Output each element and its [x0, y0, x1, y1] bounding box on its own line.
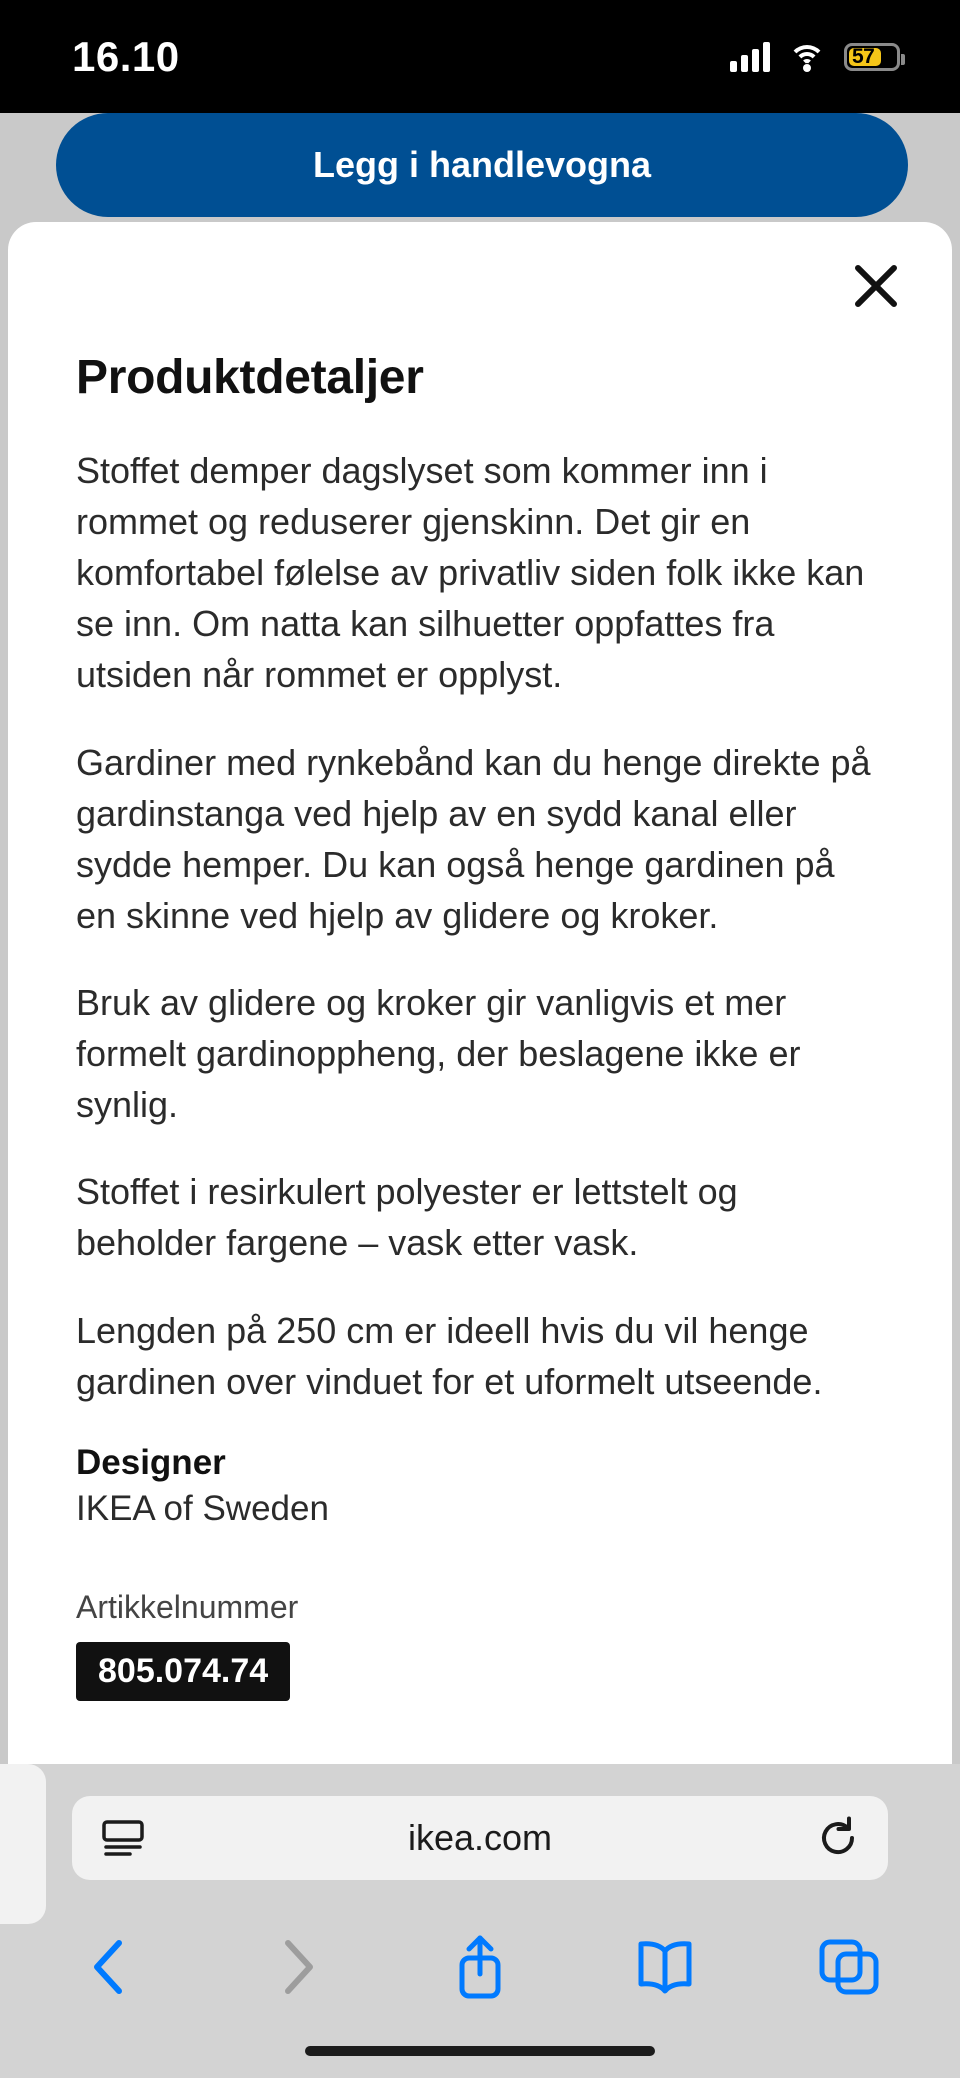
page-title: Produktdetaljer	[76, 351, 424, 404]
url-text[interactable]: ikea.com	[407, 1817, 553, 1858]
product-details-sheet	[8, 222, 952, 1764]
browser-toolbar	[0, 1764, 960, 2078]
battery-level: 57	[852, 44, 875, 68]
detail-paragraph: Gardiner med rynkebånd kan du henge direkte på gardinstanga ved hjelp av en sydd kanal eller sydde hemper. Du kan også henge gardinen på en skinne ved hjelp av glidere og kroker.	[76, 741, 871, 936]
status-time: 16.10	[72, 32, 180, 80]
wifi-icon	[788, 43, 826, 71]
cellular-signal-icon	[730, 42, 770, 72]
tabs-icon[interactable]	[794, 1922, 904, 2012]
sheet-content	[8, 222, 952, 1701]
article-number-label: Artikkelnummer	[76, 1588, 299, 1625]
address-bar[interactable]	[72, 1796, 888, 1880]
reload-icon[interactable]	[804, 1816, 860, 1860]
back-chevron-icon[interactable]	[56, 1922, 166, 2012]
forward-chevron-icon	[241, 1922, 351, 2012]
bookmarks-book-icon[interactable]	[610, 1922, 720, 2012]
battery-icon	[844, 43, 900, 71]
detail-paragraph: Stoffet i resirkulert polyester er lettstelt og beholder fargene – vask etter vask.	[76, 1171, 738, 1264]
designer-value: IKEA of Sweden	[76, 1488, 329, 1528]
detail-paragraph: Bruk av glidere og kroker gir vanligvis et mer formelt gardinoppheng, der beslagene ikke er synlig.	[76, 981, 801, 1126]
share-icon[interactable]	[425, 1922, 535, 2012]
tab-peek-left[interactable]	[0, 1764, 46, 1924]
detail-paragraph: Lengden på 250 cm er ideell hvis du vil henge gardinen over vinduet for et uformelt utseende.	[76, 1309, 823, 1402]
home-indicator[interactable]	[305, 2046, 655, 2056]
browser-nav-row	[0, 1912, 960, 2022]
status-bar	[0, 0, 960, 113]
reader-view-icon[interactable]	[100, 1818, 156, 1858]
detail-paragraph: Stoffet demper dagslyset som kommer inn i rommet og reduserer gjenskinn. Det gir en komfortabel følelse av privatliv siden folk ikke kan se inn. Om natta kan silhuetter oppfattes fra utsiden når rommet er opplyst.	[76, 450, 865, 696]
close-icon[interactable]	[844, 254, 908, 318]
designer-label: Designer	[76, 1442, 226, 1482]
article-number-value: 805.074.74	[76, 1642, 290, 1701]
add-to-cart-button[interactable]	[56, 113, 908, 217]
add-to-cart-label: Legg i handlevogna	[312, 144, 652, 185]
status-indicators	[730, 42, 900, 72]
